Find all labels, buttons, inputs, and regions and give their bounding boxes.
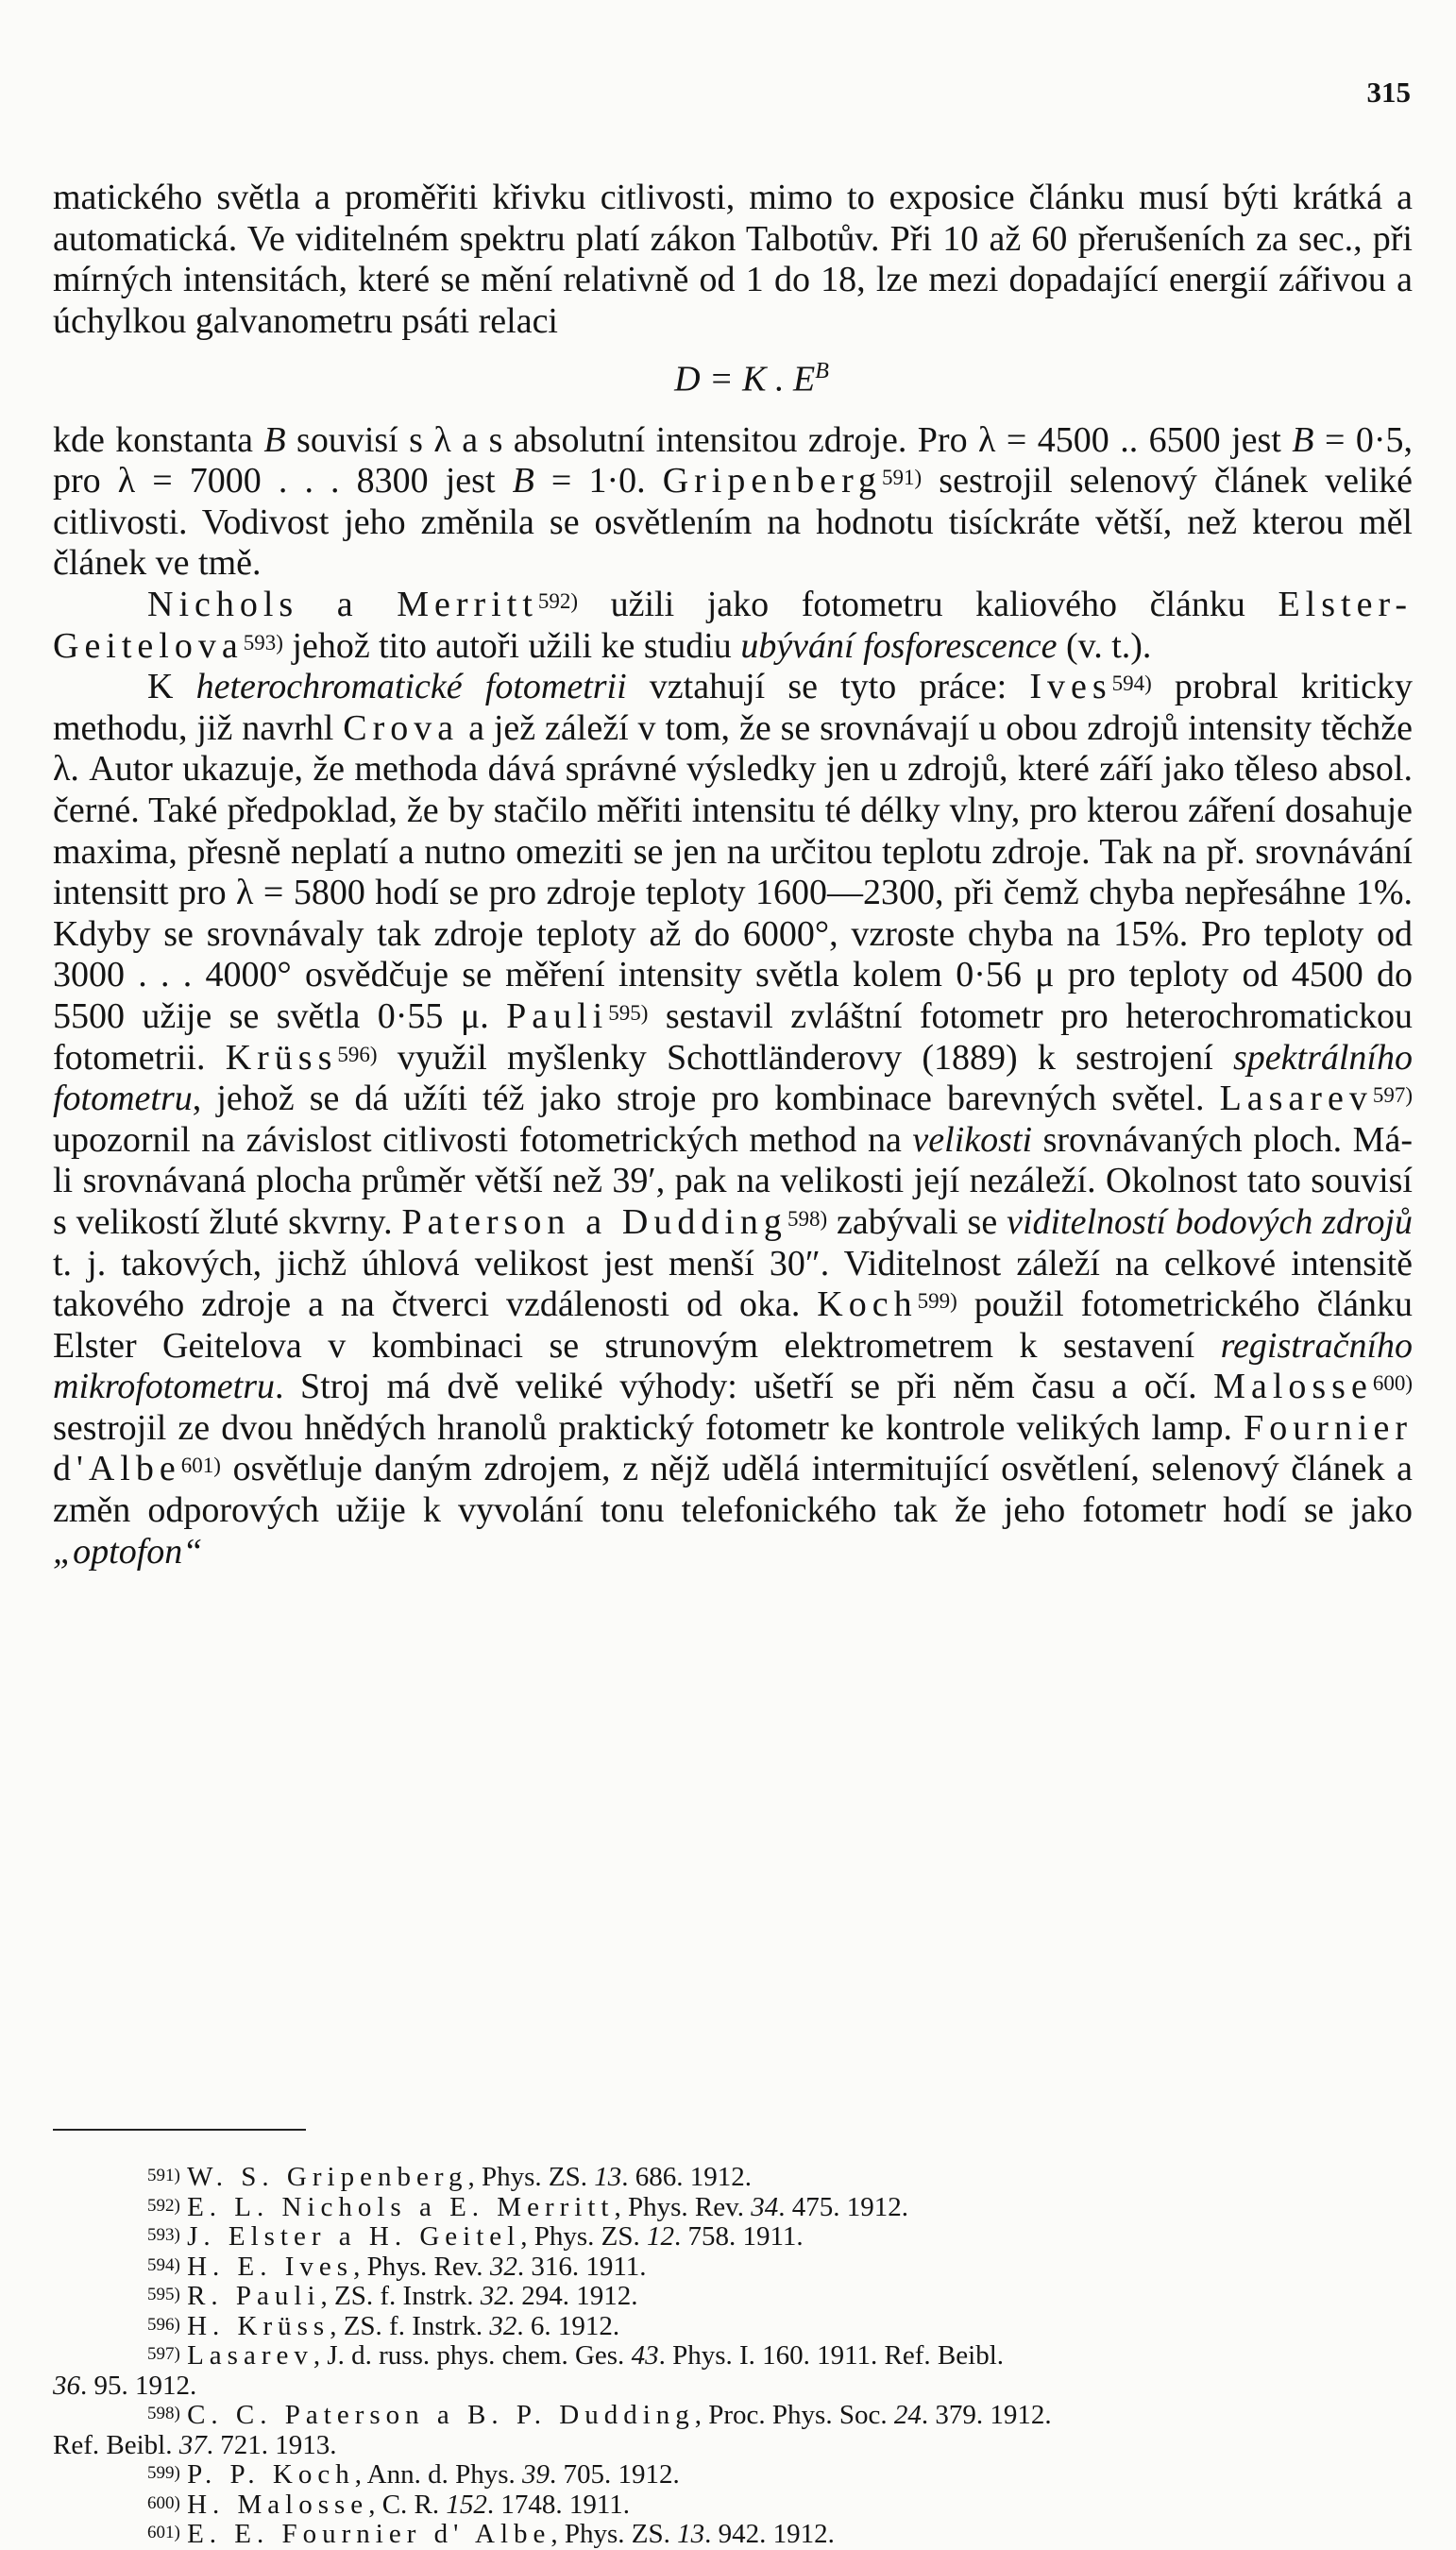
text-run: = 0·5, pro λ = 7000 . . . 8300 jest — [53, 419, 1413, 502]
footnote-source: , Phys. Rev. — [614, 2191, 752, 2222]
footnote-reference: 592) — [537, 589, 579, 613]
footnote-author: H. E. Ives — [187, 2251, 354, 2282]
footnote-reference: 594) — [1111, 672, 1152, 696]
text-run: užili jako fotometru kaliového článku — [578, 585, 1278, 624]
footnote-author: E. L. Nichols a E. Merritt — [187, 2191, 615, 2222]
footnote-pages: . 942. 1912. — [704, 2519, 835, 2549]
footnote-599 — [53, 2460, 1413, 2490]
footnote-volume: 24 — [893, 2400, 922, 2430]
author-name: Nichols a Merritt — [147, 585, 538, 624]
footnote-mark: 600) — [147, 2492, 180, 2513]
footnote-pages: . 95. 1912. — [80, 2370, 197, 2401]
footnote-reference: 600) — [1372, 1371, 1413, 1396]
italic-term: viditelností bodových zdrojů — [1007, 1201, 1413, 1242]
footnote-author: E. E. Fournier d' Albe — [187, 2519, 551, 2549]
footnote-mark: 591) — [147, 2166, 180, 2185]
text-run: vztahují se tyto práce: — [626, 667, 1030, 707]
footnote-600 — [53, 2490, 1413, 2521]
footnote-pages: . 721. 1913. — [206, 2429, 337, 2460]
footnote-author: H. Krüss — [187, 2310, 330, 2341]
author-name: Malosse — [1213, 1367, 1373, 1407]
footnote-pages: . 705. 1912. — [550, 2459, 680, 2490]
footnote-594 — [53, 2252, 1413, 2283]
footnote-reference: 591) — [882, 466, 923, 490]
footnote-volume: 32 — [489, 2310, 517, 2341]
text-run: K — [147, 667, 196, 707]
footnote-mark: 596) — [147, 2314, 180, 2335]
footnote-volume: 13 — [677, 2519, 705, 2549]
footnote-pages: . 686. 1912. — [621, 2162, 752, 2192]
footnote-source: , C. R. — [368, 2489, 447, 2520]
footnote-source: , Ann. d. Phys. — [354, 2459, 522, 2490]
footnote-author: R. Pauli — [187, 2281, 321, 2311]
footnote-pages: . 316. 1911. — [516, 2251, 647, 2282]
text-run: , jehož se dá užíti též jako stroje pro kombinace barevných světel. — [192, 1079, 1220, 1119]
footnote-pages: . 379. 1912. — [921, 2400, 1052, 2430]
footnote-mark: 597) — [147, 2344, 180, 2364]
text-run: sestrojil selenový článek veliké citlivosti. Vodivost jeho změnila se osvětlením na hodnotu tisíckráte větší, než kterou měl článek ve tmě. — [53, 461, 1413, 584]
footnote-source: , Proc. Phys. Soc. — [694, 2400, 894, 2430]
text-run: (v. t.). — [1057, 625, 1152, 666]
text-run: sestavil zvláštní fotometr pro heterochromatickou fotometrii. — [53, 995, 1414, 1078]
footnote-mark: 594) — [147, 2254, 180, 2275]
footnote-pages: . 758. 1911. — [673, 2221, 804, 2252]
italic-term: velikosti — [912, 1119, 1033, 1160]
footnote-592 — [53, 2193, 1413, 2223]
author-name: Pauli — [506, 995, 609, 1036]
footnote-source: , ZS. f. Instrk. — [330, 2310, 490, 2341]
text-run: sestrojil ze dvou hnědých hranolů praktický fotometr ke kontrole velikých lamp. — [53, 1407, 1244, 1448]
author-name: Krüss — [225, 1037, 338, 1078]
footnote-author: W. S. Gripenberg — [187, 2162, 468, 2192]
footnote-mark: 598) — [147, 2404, 180, 2423]
footnote-reference: 593) — [243, 630, 283, 654]
footnote-author: P. P. Koch — [187, 2459, 355, 2490]
footnote-volume: 152 — [446, 2489, 487, 2520]
author-name: Paterson a Dudding — [401, 1201, 787, 1242]
footnote-reference: 601) — [180, 1454, 221, 1478]
footnote-mark: 593) — [147, 2225, 180, 2245]
text-run: = 1·0. — [533, 461, 663, 502]
footnote-pages: . Phys. I. 160. 1911. Ref. Beibl. — [658, 2340, 1005, 2371]
text-run: využil myšlenky Schottländerovy (1889) k sestrojení — [377, 1037, 1233, 1078]
footnote-593 — [53, 2222, 1413, 2252]
italic-term: heterochromatické fotometrii — [195, 667, 627, 707]
equation — [53, 351, 1413, 400]
variable-b: B — [263, 419, 286, 460]
footnote-reference: 598) — [787, 1206, 828, 1231]
footnote-mark: 592) — [147, 2195, 180, 2216]
equation-exponent: B — [815, 359, 829, 384]
text-run: kde konstanta — [53, 419, 264, 460]
text-run: zabývali se — [827, 1201, 1007, 1242]
footnote-reference: 597) — [1372, 1083, 1413, 1108]
footnote-mark: 595) — [147, 2285, 180, 2304]
paragraph-4 — [53, 667, 1413, 1572]
text-run: . Stroj má dvě veliké výhody: ušetří se při něm času a očí. — [275, 1367, 1214, 1407]
text-run: upozornil na závislost citlivosti fotometrických method na — [53, 1119, 913, 1160]
author-name: Koch — [817, 1284, 918, 1325]
text-run: souvisí s λ a s absolutní intensitou zdroje. Pro λ = 4500 .. 6500 jest — [285, 419, 1293, 460]
footnote-598-continued — [53, 2431, 1413, 2461]
footnote-author: H. Malosse — [187, 2489, 369, 2520]
body-text — [53, 178, 1413, 1572]
paragraph-2 — [53, 420, 1413, 585]
footnote-volume: 39 — [522, 2459, 550, 2490]
footnote-source: , Phys. Rev. — [353, 2251, 490, 2282]
italic-term: ubývání fosforescence — [740, 625, 1058, 666]
footnotes — [53, 2163, 1413, 2550]
paragraph-3 — [53, 585, 1413, 667]
footnote-596 — [53, 2312, 1413, 2342]
footnote-author: C. C. Paterson a B. P. Dudding — [187, 2400, 695, 2430]
text-run: použil fotometrického článku Elster Geitelova v kombinaci se strunovým elektrometrem k sestavení — [53, 1284, 1413, 1366]
text-run: srovnávaných ploch. Má-li srovnávaná plocha průměr větší než 39′, pak na velikosti její nezáleží. Okolnost tato souvisí s velikostí žluté skvrny. — [53, 1119, 1413, 1242]
footnote-pages: . 294. 1912. — [507, 2281, 638, 2311]
footnote-volume: 36 — [53, 2370, 80, 2401]
footnote-source: , Phys. ZS. — [550, 2519, 678, 2549]
footnote-mark: 599) — [147, 2463, 180, 2483]
footnote-591 — [53, 2163, 1413, 2193]
footnote-volume: 37 — [178, 2429, 207, 2460]
footnote-volume: 12 — [646, 2221, 674, 2252]
footnote-volume: 34 — [751, 2191, 779, 2222]
footnote-reference: 595) — [608, 1000, 649, 1025]
footnote-source: , Phys. ZS. — [520, 2221, 647, 2252]
footnote-601 — [53, 2520, 1413, 2550]
footnote-pages: . 6. 1912. — [516, 2310, 620, 2341]
footnote-597-continued — [53, 2372, 1413, 2402]
variable-b: B — [1292, 419, 1314, 460]
footnote-author: Lasarev — [187, 2340, 313, 2371]
author-name: Lasarev — [1219, 1079, 1373, 1119]
author-name: Fournier d'Albe — [53, 1407, 1413, 1489]
footnote-pages: . 1748. 1911. — [486, 2489, 631, 2520]
italic-term: spektrálního fotometru — [53, 1037, 1413, 1119]
text-run: jehož tito autoři užili ke studiu — [282, 625, 741, 666]
page-number: 315 — [1366, 76, 1411, 109]
footnote-source: , Phys. ZS. — [467, 2162, 595, 2192]
footnote-divider — [53, 2129, 306, 2131]
footnote-595 — [53, 2282, 1413, 2312]
footnote-reference: 596) — [337, 1042, 378, 1066]
footnote-volume: 32 — [480, 2281, 508, 2311]
footnote-pages: . 475. 1912. — [778, 2191, 908, 2222]
footnote-source: , J. d. russ. phys. chem. Ges. — [313, 2340, 632, 2371]
text-run: a jež záleží v tom, že se srovnávají u obou zdrojů intensity těchže λ. Autor ukazuje, že methoda dává správné výsledky jen u zdrojů, které září jako těleso absol. černé. Také předpoklad, že by stačilo měřiti intensitu té délky vlny, pro kterou záření dosahuje maxima, přesně neplatí a nutno omeziti se jen na určitou teplotu zdroje. Tak na př. srovnávání intensitt pro λ = 5800 hodí se pro zdroje teploty 1600—2300, při čemž chyba nepřesáhne 1%. Kdyby se srovnávaly tak zdroje teploty až do 6000°, vzroste chyba na 15%. Pro teploty od 3000 . . . 4000° osvědčuje se měření intensity světla kolem 0·56 μ pro teploty od 4500 do 5500 užije se světla 0·55 μ. — [53, 707, 1414, 1036]
footnote-597 — [53, 2341, 1413, 2372]
author-name: Elster-Geitelova — [53, 585, 1413, 666]
text-run: probral kriticky methodu, již navrhl — [53, 667, 1413, 748]
footnote-volume: 13 — [594, 2162, 622, 2192]
footnote-mark: 601) — [147, 2523, 180, 2542]
author-name: Ives — [1029, 667, 1112, 707]
footnote-598 — [53, 2401, 1413, 2431]
footnote-volume: 32 — [489, 2251, 517, 2282]
text-run: t. j. takových, jichž úhlová velikost jest menší 30″. Viditelnost záleží na celkové intensitě takového zdroje a na čtverci vzdálenosti od oka. — [53, 1243, 1413, 1325]
variable-b: B — [512, 461, 534, 502]
paragraph-1: matického světla a proměřiti křivku citlivosti, mimo to exposice článku musí býti krátká a automatická. Ve viditelném spektru platí zákon Talbotův. Při 10 až 60 přerušeních za sec., při mírných intensitách, které se mění relativně od 1 do 18, lze mezi dopadající energií zářivou a úchylkou galvanometru psáti relaci — [53, 178, 1413, 341]
italic-term: „optofon“ — [53, 1531, 203, 1572]
footnote-volume: 43 — [631, 2340, 659, 2371]
equation-base: D = K . E — [674, 360, 816, 400]
footnote-author: J. Elster a H. Geitel — [187, 2221, 521, 2252]
footnote-source: Ref. Beibl. — [53, 2429, 179, 2460]
italic-term: registračního mikrofotometru — [53, 1325, 1413, 1407]
footnote-source: , ZS. f. Instrk. — [320, 2281, 481, 2311]
text-run: osvětluje daným zdrojem, z nějž udělá intermitující osvětlení, selenový článek a změn odporových užije k vyvolání tonu telefonického tak že jeho fotometr hodí se jako — [53, 1449, 1413, 1531]
author-name: Crova — [343, 707, 460, 748]
author-name: Gripenberg — [662, 461, 883, 502]
footnote-reference: 599) — [917, 1289, 957, 1314]
